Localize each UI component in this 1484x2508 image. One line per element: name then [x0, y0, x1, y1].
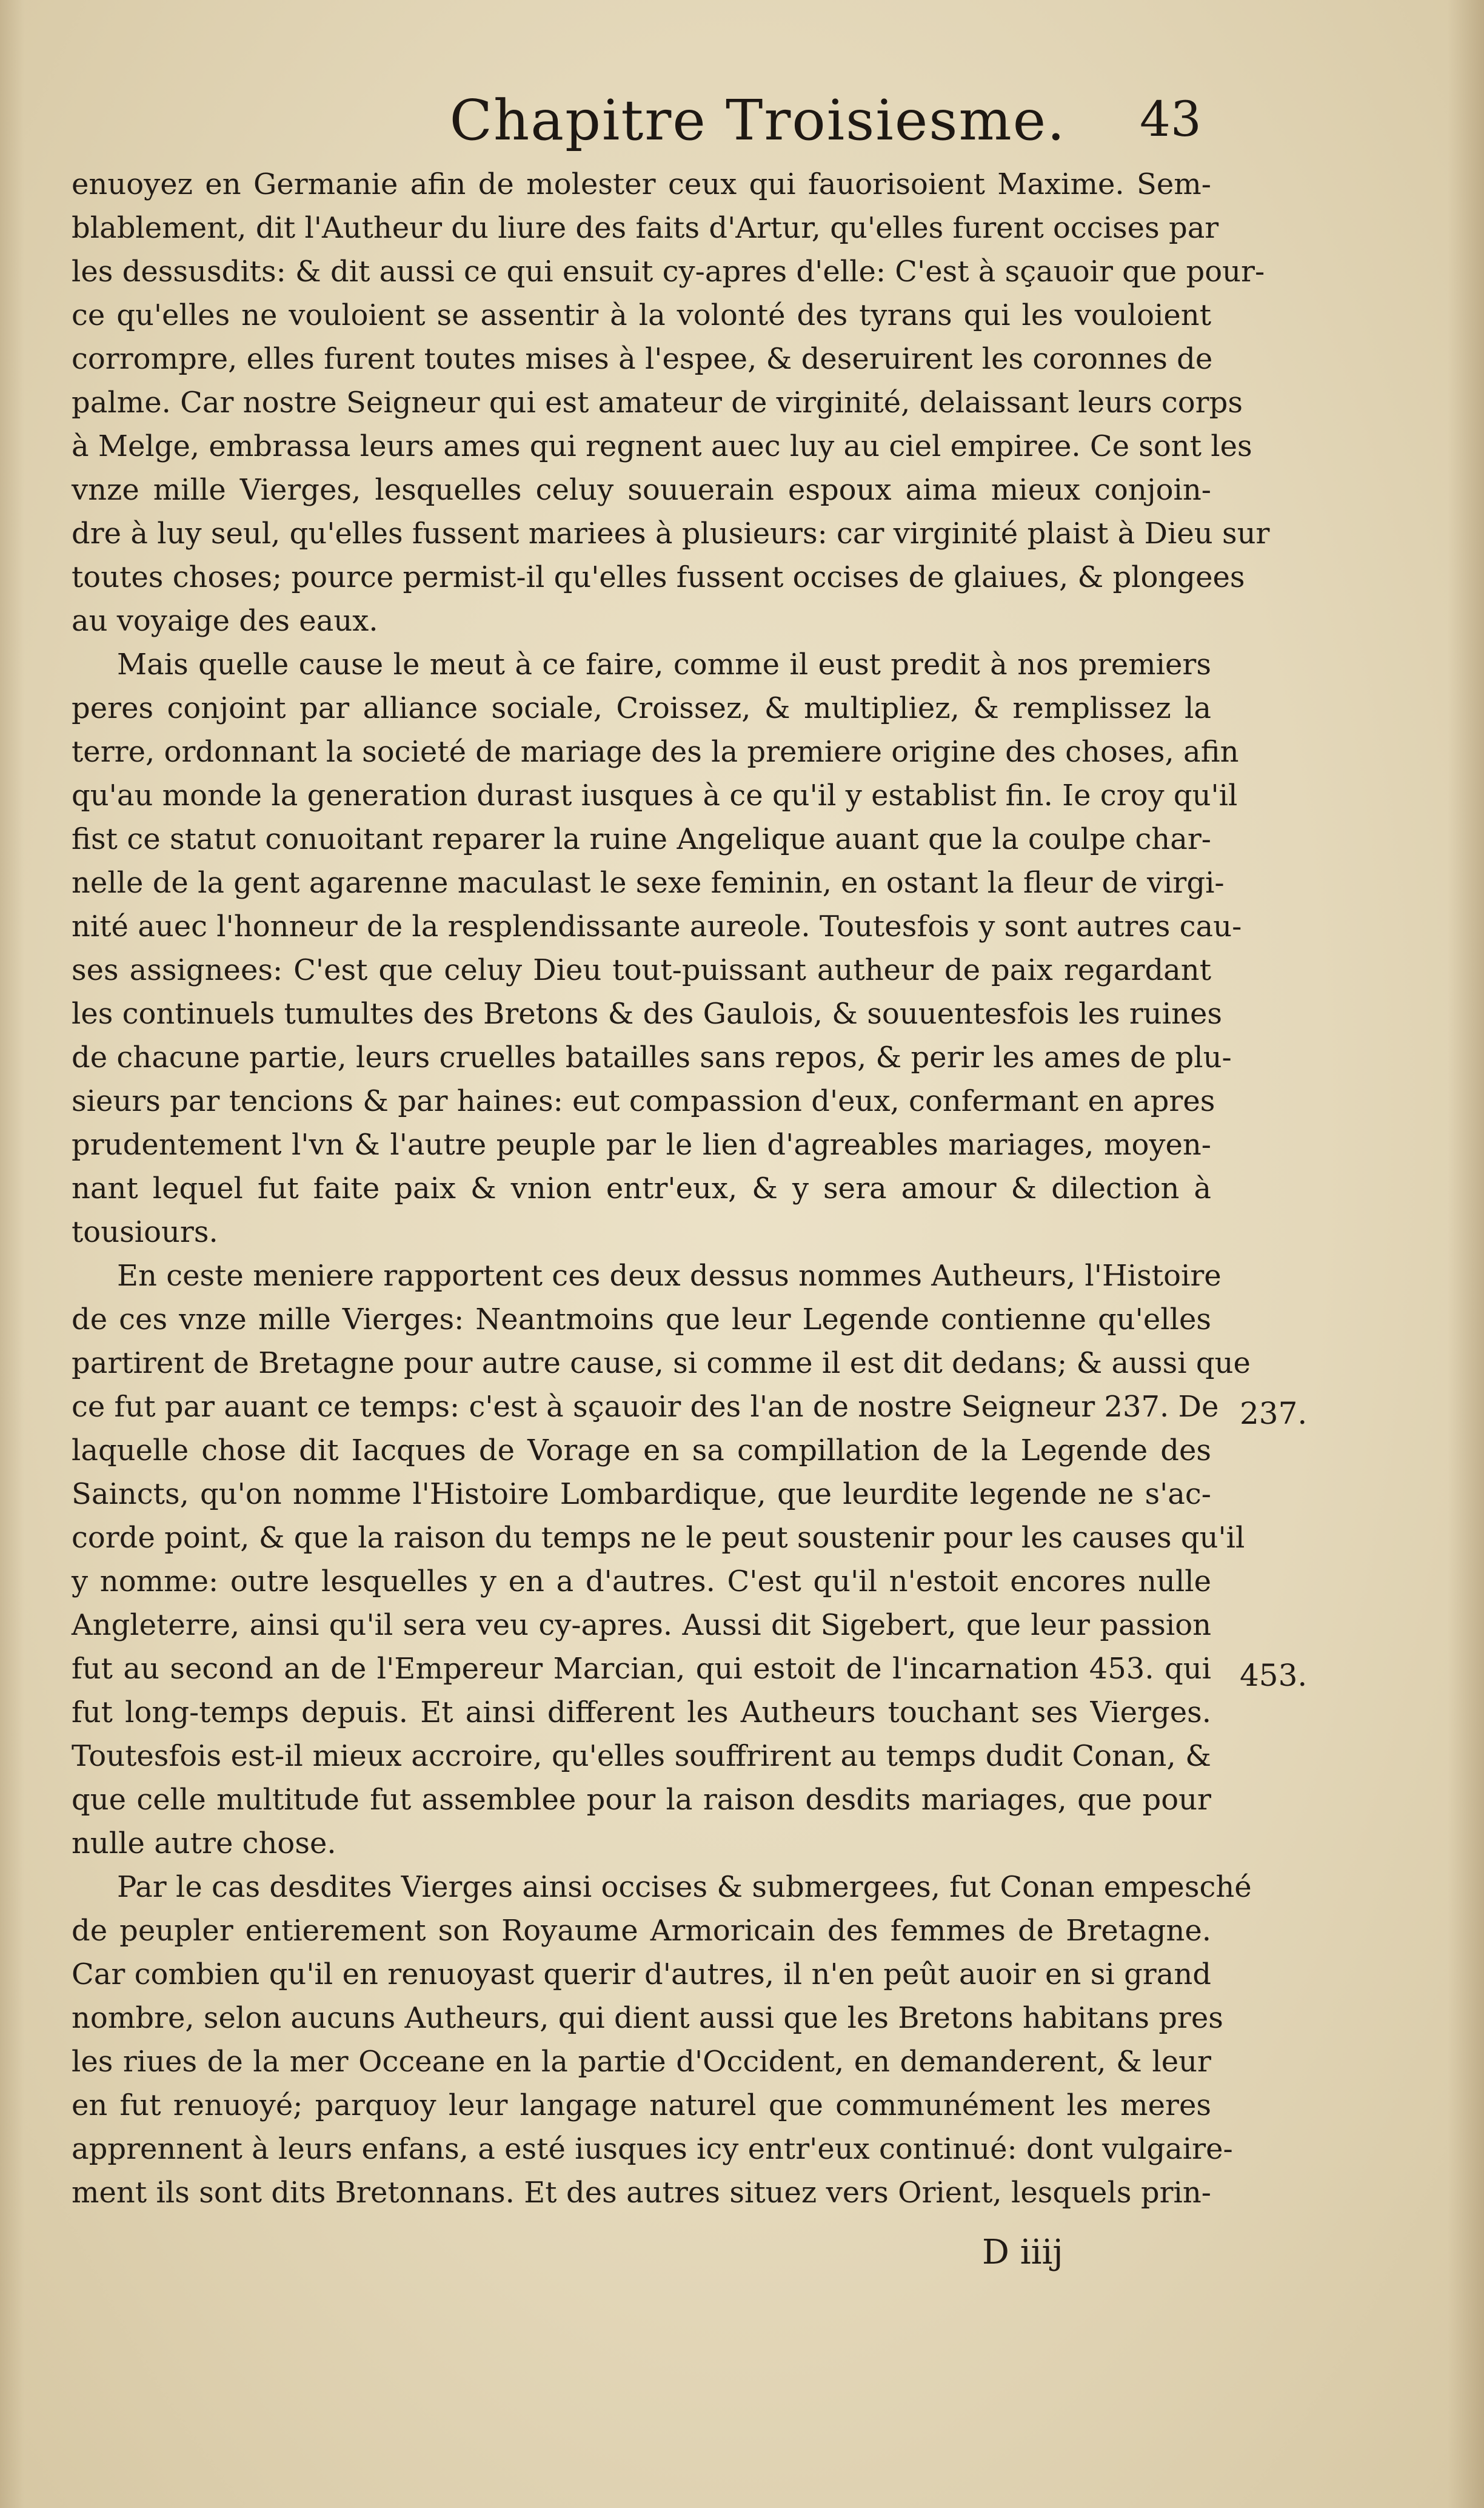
text-line: de peupler entierement son Royaume Armoricain des femmes de Bretagne. [72, 1914, 1211, 1948]
text-line: les continuels tumultes des Bretons & des Gaulois, & souuentesfois les ruines [72, 997, 1223, 1031]
text-line: dre à luy seul, qu'elles fussent mariees à plusieurs: car virginité plaist à Dieu sur [72, 517, 1270, 551]
text-line: enuoyez en Germanie afin de molester ceux qui fauorisoient Maxime. Sem- [72, 167, 1211, 201]
text-line: En ceste meniere rapportent ces deux dessus nommes Autheurs, l'Histoire [117, 1259, 1222, 1293]
text-line: en fut renuoyé; parquoy leur langage naturel que communément les meres [72, 2088, 1211, 2122]
text-line: nelle de la gent agarenne maculast le sexe feminin, en ostant la fleur de virgi- [72, 866, 1225, 900]
text-line: Mais quelle cause le meut à ce faire, comme il eust predit à nos premiers [117, 648, 1211, 682]
margin-note: 453. [1240, 1658, 1308, 1693]
text-line: palme. Car nostre Seigneur qui est amateur de virginité, delaissant leurs corps [72, 386, 1243, 420]
text-line: blablement, dit l'Autheur du liure des faits d'Artur, qu'elles furent occises par [72, 211, 1219, 245]
page-header [0, 82, 1484, 167]
text-line: qu'au monde la generation durast iusques à ce qu'il y establist fin. Ie croy qu'il [72, 779, 1238, 813]
text-line: tousiours. [72, 1215, 218, 1249]
text-line: vnze mille Vierges, lesquelles celuy souuerain espoux aima mieux conjoin- [72, 473, 1211, 507]
text-line: nombre, selon aucuns Autheurs, qui dient aussi que les Bretons habitans pres [72, 2001, 1223, 2035]
text-line: à Melge, embrassa leurs ames qui regnent auec luy au ciel empiree. Ce sont les [72, 429, 1252, 463]
text-line: fist ce statut conuoitant reparer la ruine Angelique auant que la coulpe char- [72, 822, 1211, 856]
text-line: terre, ordonnant la societé de mariage des la premiere origine des choses, afin [72, 735, 1239, 769]
page-gutter-shadow [0, 0, 24, 2508]
text-line: Car combien qu'il en renuoyast querir d'autres, il n'en peût auoir en si grand [72, 1957, 1211, 1991]
text-line: partirent de Bretagne pour autre cause, si comme il est dit dedans; & aussi que [72, 1346, 1251, 1380]
text-line: ses assignees: C'est que celuy Dieu tout-puissant autheur de paix regardant [72, 953, 1211, 987]
text-line: peres conjoint par alliance sociale, Croissez, & multipliez, & remplissez la [72, 691, 1211, 725]
text-line: au voyaige des eaux. [72, 604, 378, 638]
text-line: ce fut par auant ce temps: c'est à sçauoir des l'an de nostre Seigneur 237. De [72, 1390, 1219, 1424]
text-line: corde point, & que la raison du temps ne le peut soustenir pour les causes qu'il [72, 1521, 1245, 1555]
text-line: fut long-temps depuis. Et ainsi different les Autheurs touchant ses Vierges. [72, 1695, 1211, 1729]
text-line: Saincts, qu'on nomme l'Histoire Lombardique, que leurdite legende ne s'ac- [72, 1477, 1211, 1511]
page-number: 43 [1140, 91, 1202, 147]
text-line: nant lequel fut faite paix & vnion entr'eux, & y sera amour & dilection à [72, 1172, 1211, 1205]
text-line: ce qu'elles ne vouloient se assentir à la volonté des tyrans qui les vouloient [72, 298, 1211, 332]
text-line: nité auec l'honneur de la resplendissante aureole. Toutesfois y sont autres cau- [72, 910, 1242, 944]
text-line: apprennent à leurs enfans, a esté iusques icy entr'eux continué: dont vulgaire- [72, 2132, 1233, 2166]
text-line: toutes choses; pource permist-il qu'elles fussent occises de glaiues, & plongees [72, 560, 1245, 594]
text-line: laquelle chose dit Iacques de Vorage en sa compillation de la Legende des [72, 1433, 1211, 1467]
text-line: Toutesfois est-il mieux accroire, qu'elles souffrirent au temps dudit Conan, & [72, 1739, 1211, 1773]
text-line: ment ils sont dits Bretonnans. Et des autres situez vers Orient, lesquels prin- [72, 2176, 1211, 2210]
text-line: y nomme: outre lesquelles y en a d'autres. C'est qu'il n'estoit encores nulle [72, 1564, 1211, 1598]
text-line: prudentement l'vn & l'autre peuple par le lien d'agreables mariages, moyen- [72, 1128, 1211, 1162]
text-line: corrompre, elles furent toutes mises à l'espee, & deseruirent les coronnes de [72, 342, 1213, 376]
text-line: Angleterre, ainsi qu'il sera veu cy-apres. Aussi dit Sigebert, que leur passion [72, 1608, 1211, 1642]
margin-note: 237. [1240, 1396, 1308, 1431]
body-text [72, 163, 1270, 2215]
page-edge-shadow [1448, 0, 1484, 2508]
text-line: sieurs par tencions & par haines: eut compassion d'eux, confermant en apres [72, 1084, 1215, 1118]
text-line: de ces vnze mille Vierges: Neantmoins que leur Legende contienne qu'elles [72, 1303, 1211, 1336]
text-line: les riues de la mer Occeane en la partie d'Occident, en demanderent, & leur [72, 2045, 1211, 2079]
text-line: que celle multitude fut assemblee pour la raison desdits mariages, que pour [72, 1783, 1211, 1817]
text-line: de chacune partie, leurs cruelles batailles sans repos, & perir les ames de plu- [72, 1041, 1232, 1075]
text-line: Par le cas desdites Vierges ainsi occises & submergees, fut Conan empesché [117, 1870, 1252, 1904]
text-line: fut au second an de l'Empereur Marcian, qui estoit de l'incarnation 453. qui [72, 1652, 1211, 1686]
text-line: nulle autre chose. [72, 1826, 336, 1860]
signature-mark: D iiij [982, 2233, 1063, 2272]
running-title: Chapitre Troisiesme. [449, 88, 1066, 153]
text-line: les dessusdits: & dit aussi ce qui ensuit cy-apres d'elle: C'est à sçauoir que pour- [72, 255, 1265, 289]
